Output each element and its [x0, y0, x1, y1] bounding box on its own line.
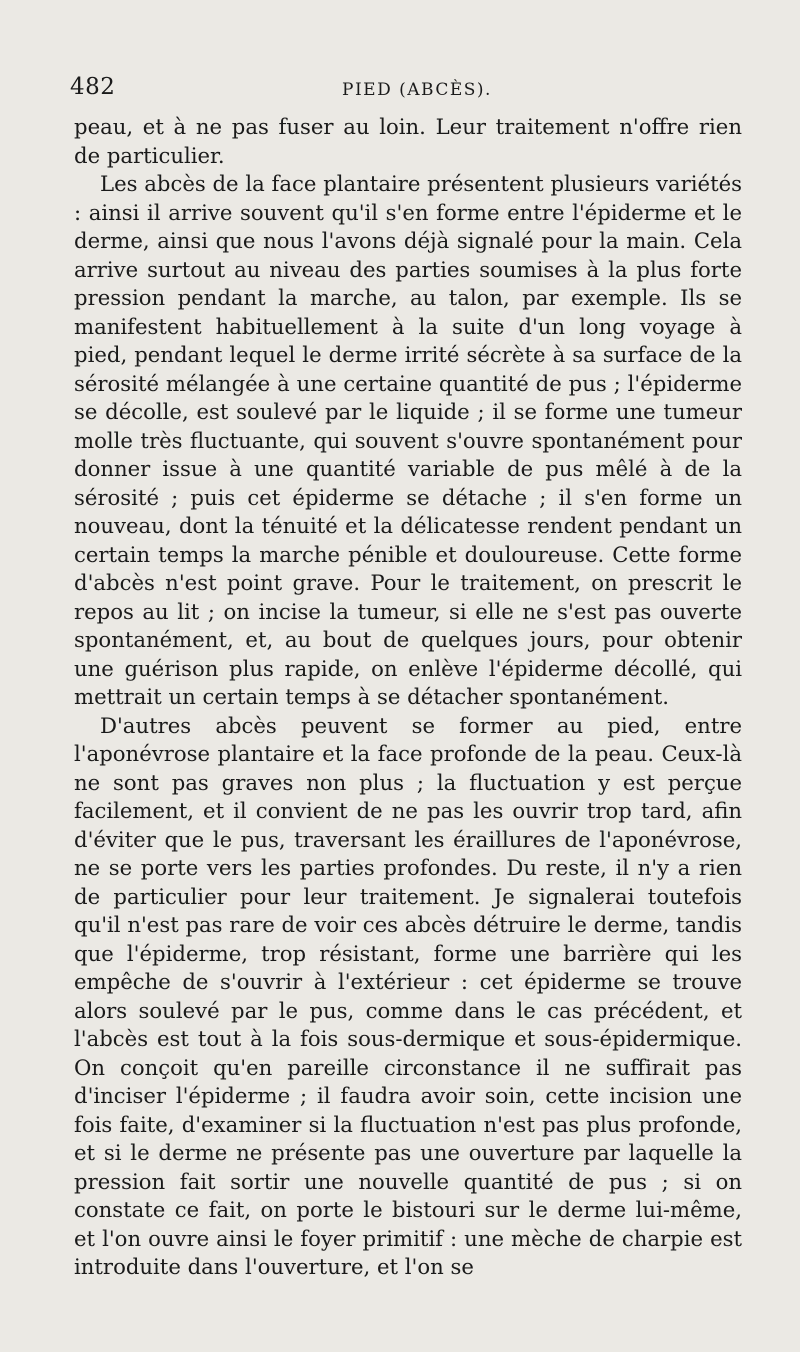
- paragraph-continuation: peau, et à ne pas fuser au loin. Leur traitement n'offre rien de particulier.: [74, 114, 742, 168]
- paragraph-other-abscesses: D'autres abcès peuvent se former au pied, entre l'aponévrose plantaire et la face profonde de la peau. Ceux-là ne sont pas graves non plus ; la fluctuation y est perçue facilement, et il convient de ne pas les ouvrir trop tard, afin d'éviter que le pus, traversant les éraillures de l'aponévrose, ne se porte vers les parties profondes. Du reste, il n'y a rien de particulier pour leur traitement. Je signalerai toutefois qu'il n'est pas rare de voir ces abcès détruire le derme, tandis que l'épiderme, trop résistant, forme une barrière qui les empêche de s'ouvrir à l'extérieur : cet épiderme se trouve alors soulevé par le pus, comme dans le cas précédent, et l'abcès est tout à la fois sous-dermique et sous-épidermique. On conçoit qu'en pareille circonstance il ne suffirait pas d'inciser l'épiderme ; il faudra avoir soin, cette incision une fois faite, d'examiner si la fluctuation n'est pas plus profonde, et si le derme ne présente pas une ouverture par laquelle la pression fait sortir une nouvelle quantité de pus ; si on constate ce fait, on porte le bistouri sur le derme lui-même, et l'on ouvre ainsi le foyer primitif : une mèche de charpie est introduite dans l'ouverture, et l'on se: [74, 712, 742, 1279]
- body-text: [74, 113, 742, 1282]
- running-head: PIED (ABCÈS).: [342, 80, 492, 100]
- page-number: 482: [70, 74, 116, 100]
- page-header: [70, 74, 738, 106]
- paragraph-plantar-abscess: Les abcès de la face plantaire présentent plusieurs variétés : ainsi il arrive souvent qu'il s'en forme entre l'épiderme et le derme, ainsi que nous l'avons déjà signalé pour la main. Cela arrive surtout au niveau des parties soumises à la plus forte pression pendant la marche, au talon, par exemple. Ils se manifestent habituellement à la suite d'un long voyage à pied, pendant lequel le derme irrité sécrète à sa surface de la sérosité mélangée à une certaine quantité de pus ; l'épiderme se décolle, est soulevé par le liquide ; il se forme une tumeur molle très fluctuante, qui souvent s'ouvre spontanément pour donner issue à une quantité variable de pus mêlé à de la sérosité ; puis cet épiderme se détache ; il s'en forme un nouveau, dont la ténuité et la délicatesse rendent pendant un certain temps la marche pénible et douloureuse. Cette forme d'abcès n'est point grave. Pour le traitement, on prescrit le repos au lit ; on incise la tumeur, si elle ne s'est pas ouverte spontanément, et, au bout de quelques jours, pour obtenir une guérison plus rapide, on enlève l'épiderme décollé, qui mettrait un certain temps à se détacher spontanément.: [74, 171, 742, 709]
